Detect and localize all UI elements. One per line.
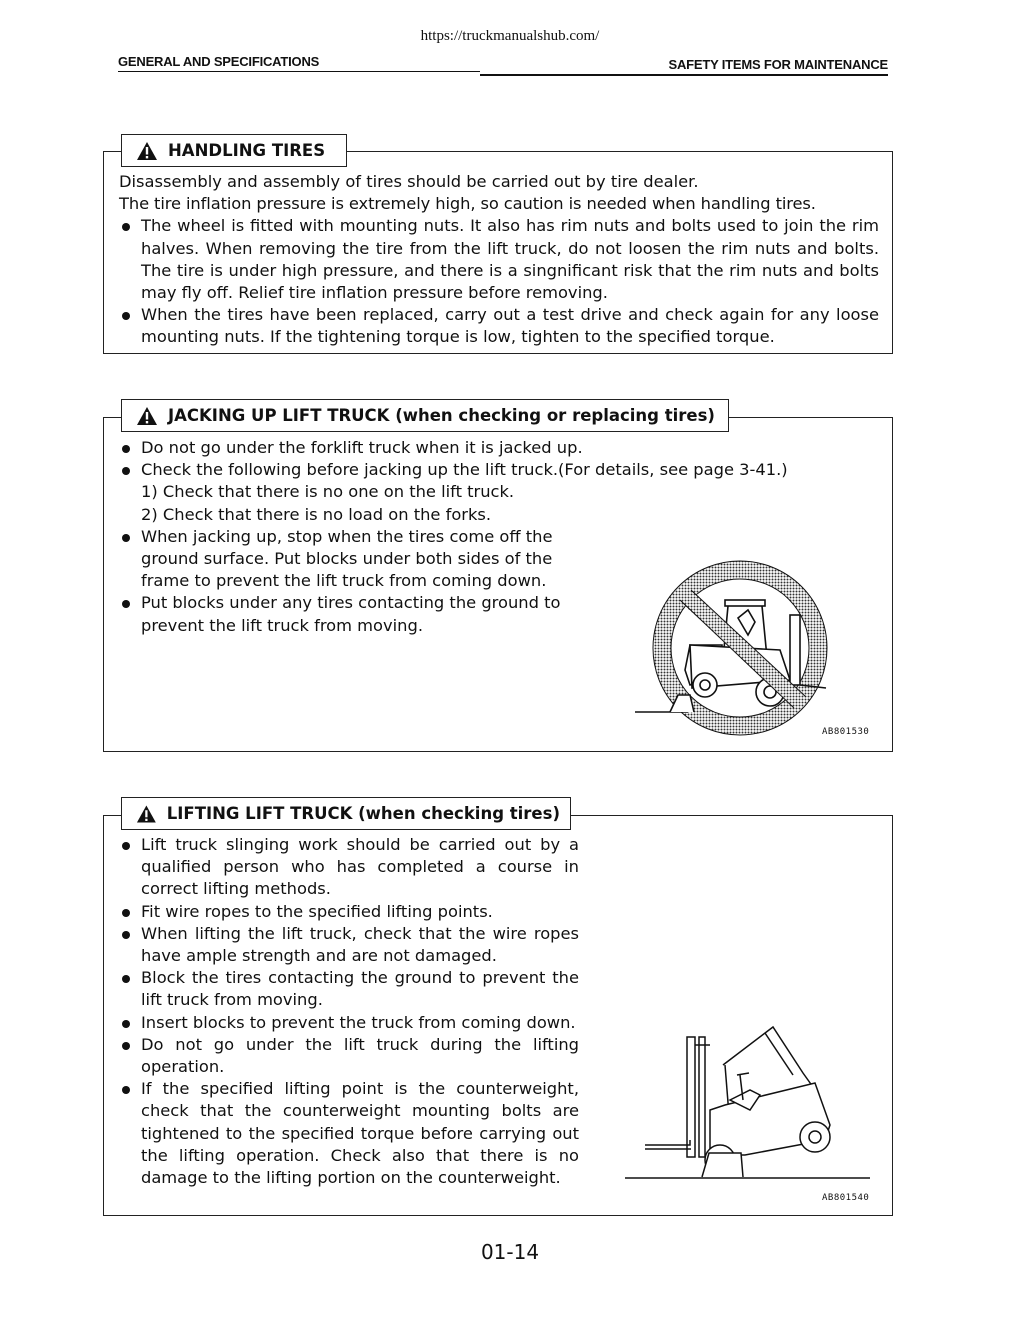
list-item: Put blocks under any tires contacting the ground to prevent the lift truck from moving. — [119, 592, 577, 636]
lifting-forklift-illustration — [625, 1015, 875, 1195]
text-line: The tire inflation pressure is extremely high, so caution is needed when handling tires. — [119, 194, 816, 214]
jacking-title: JACKING UP LIFT TRUCK (when checking or replacing tires) — [121, 399, 729, 432]
prohibited-jacking-illustration — [630, 560, 830, 740]
figure-code: AB801540 — [822, 1193, 870, 1203]
warning-triangle-icon — [136, 141, 158, 161]
list-item: Lift truck slinging work should be carried out by a qualified person who has completed a course in correct lifting methods. — [119, 834, 579, 901]
list-item: Fit wire ropes to the specified lifting points. — [119, 901, 579, 923]
warning-triangle-icon — [136, 406, 158, 426]
list-item: Block the tires contacting the ground to prevent the lift truck from moving. — [119, 967, 579, 1011]
text-line: Disassembly and assembly of tires should be carried out by tire dealer. — [119, 172, 699, 191]
sub-item: 2) Check that there is no load on the forks. — [141, 504, 492, 524]
header-section-name: GENERAL AND SPECIFICATIONS — [118, 54, 480, 72]
lifting-body — [119, 834, 579, 1189]
handling-tires-body — [119, 171, 879, 349]
source-url: https://truckmanualshub.com/ — [420, 28, 600, 44]
warning-triangle-icon — [136, 804, 157, 824]
page-number: 01-14 — [480, 1240, 540, 1264]
list-item: When the tires have been replaced, carry out a test drive and check again for any loose mounting nuts. If the tightening torque is low, tighten to the specified torque. — [119, 304, 879, 348]
list-item: Insert blocks to prevent the truck from coming down. — [119, 1012, 579, 1034]
list-item: If the specified lifting point is the counterweight, check that the counterweight mounting bolts are tightened to the specified torque before carrying out the lifting operation. Check also that there is no damage to the lifting portion on the counterweight. — [119, 1078, 579, 1189]
sub-item: 1) Check that there is no one on the lift truck. — [141, 482, 515, 502]
list-item: Check the following before jacking up the lift truck.(For details, see page 3-41.) — [119, 459, 879, 481]
list-item: When lifting the lift truck, check that the wire ropes have ample strength and are not damaged. — [119, 923, 579, 967]
list-item: Do not go under the lift truck during the lifting operation. — [119, 1034, 579, 1078]
handling-tires-title: HANDLING TIRES — [121, 134, 347, 167]
figure-code: AB801530 — [822, 727, 870, 737]
list-item: When jacking up, stop when the tires come off the ground surface. Put blocks under both sides of the frame to prevent the lift truck from coming down. — [119, 526, 577, 593]
header-topic-name: SAFETY ITEMS FOR MAINTENANCE — [480, 57, 888, 76]
lifting-title: LIFTING LIFT TRUCK (when checking tires) — [121, 797, 571, 830]
list-item: The wheel is fitted with mounting nuts. It also has rim nuts and bolts used to join the rim halves. When removing the tire from the lift truck, do not loosen the rim nuts and bolts. The tire is under high pressure, and there is a singnificant risk that the rim nuts and bolts may fly off. Relief tire inflation pressure before removing. — [119, 215, 879, 304]
list-item: Do not go under the forklift truck when it is jacked up. — [119, 437, 879, 459]
